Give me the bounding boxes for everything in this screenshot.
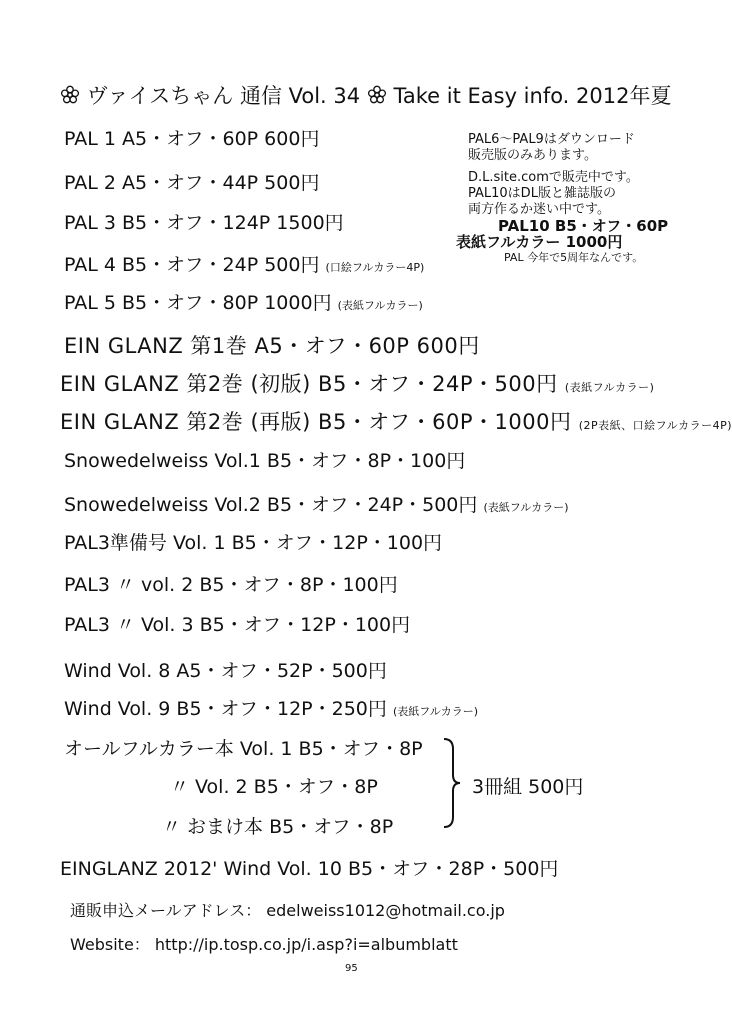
sidebar-line: 両方作るか迷い中です。 — [468, 202, 610, 217]
sidebar-line: D.L.site.comで販売中です。 — [468, 170, 639, 185]
item-text: EINGLANZ 2012' Wind Vol. 10 B5・オフ・28P・500円 — [60, 858, 559, 880]
bundle-label: 3冊組 500円 — [472, 776, 584, 798]
page-number: 95 — [345, 963, 358, 974]
list-item — [60, 368, 654, 398]
item-text: PAL 3 B5・オフ・124P 1500円 — [64, 212, 344, 234]
item-text: PAL3準備号 Vol. 1 B5・オフ・12P・100円 — [64, 532, 443, 554]
web-row — [70, 932, 458, 955]
sidebar-line: PAL10 B5・オフ・60P — [498, 217, 669, 235]
list-item — [60, 406, 732, 436]
mail-address[interactable]: edelweiss1012@hotmail.co.jp — [266, 901, 505, 920]
list-item — [60, 854, 558, 881]
list-item — [64, 734, 423, 761]
list-item — [64, 250, 424, 277]
list-item — [64, 528, 442, 555]
flower-icon — [60, 85, 80, 110]
item-note: (表紙フルカラー) — [392, 705, 479, 718]
item-note: (表紙フルカラー) — [337, 299, 423, 312]
item-text: Snowedelweiss Vol.2 B5・オフ・24P・500円 — [64, 494, 478, 516]
web-url[interactable]: http://ip.tosp.co.jp/i.asp?i=albumblatt — [154, 935, 458, 954]
sidebar-line: PAL10はDL版と雑誌版の — [468, 186, 616, 201]
list-item — [64, 570, 398, 597]
sidebar-notes — [456, 132, 669, 266]
item-text: EIN GLANZ 第2巻 (再版) B5・オフ・60P・1000円 — [60, 410, 572, 434]
item-text: PAL 4 B5・オフ・24P 500円 — [64, 254, 320, 276]
list-item — [64, 288, 423, 315]
item-text: PAL3 〃 vol. 2 B5・オフ・8P・100円 — [64, 574, 398, 596]
item-text: Wind Vol. 9 B5・オフ・12P・250円 — [64, 698, 387, 720]
sidebar-line: PAL 今年で5周年なんです。 — [504, 251, 644, 264]
list-item — [64, 208, 344, 235]
list-item — [170, 772, 378, 799]
list-item — [64, 124, 319, 151]
list-item — [64, 446, 465, 473]
flower-icon — [367, 85, 387, 110]
item-note: (口絵フルカラー4P) — [325, 261, 425, 274]
item-text: EIN GLANZ 第2巻 (初版) B5・オフ・24P・500円 — [60, 372, 558, 396]
item-text: 〃 Vol. 2 B5・オフ・8P — [170, 776, 378, 798]
list-item — [64, 656, 387, 683]
header-subtitle: Take it Easy info. 2012年夏 — [393, 84, 672, 108]
list-item — [162, 812, 393, 839]
list-item — [64, 490, 569, 517]
header-vol: Vol. 34 — [288, 84, 361, 108]
web-label: Website： — [70, 935, 150, 954]
header-title: ヴァイスちゃん 通信 — [86, 84, 282, 108]
brace-icon — [440, 735, 462, 835]
item-note: (表紙フルカラー) — [483, 501, 569, 514]
item-text: EIN GLANZ 第1巻 A5・オフ・60P 600円 — [64, 334, 480, 358]
item-text: PAL 1 A5・オフ・60P 600円 — [64, 128, 320, 150]
mail-row — [70, 898, 505, 921]
item-text: PAL3 〃 Vol. 3 B5・オフ・12P・100円 — [64, 614, 411, 636]
mail-label: 通販申込メールアドレス： — [70, 901, 262, 920]
list-item — [64, 610, 410, 637]
sidebar-line: 販売版のみあります。 — [468, 148, 597, 163]
sidebar-line: 表紙フルカラー 1000円 — [456, 233, 623, 251]
item-text: PAL 2 A5・オフ・44P 500円 — [64, 172, 320, 194]
header — [60, 80, 671, 110]
item-text: オールフルカラー本 Vol. 1 B5・オフ・8P — [64, 738, 423, 760]
item-text: Snowedelweiss Vol.1 B5・オフ・8P・100円 — [64, 450, 466, 472]
list-item — [64, 330, 480, 360]
item-text: PAL 5 B5・オフ・80P 1000円 — [64, 292, 332, 314]
list-item — [64, 168, 319, 195]
sidebar-line: PAL6～PAL9はダウンロード — [468, 132, 635, 147]
item-text: Wind Vol. 8 A5・オフ・52P・500円 — [64, 660, 387, 682]
item-note: (表紙フルカラー) — [564, 381, 655, 394]
item-note: (2P表紙、口絵フルカラー4P) — [578, 419, 732, 432]
item-text: 〃 おまけ本 B5・オフ・8P — [162, 816, 394, 838]
list-item — [64, 694, 478, 721]
